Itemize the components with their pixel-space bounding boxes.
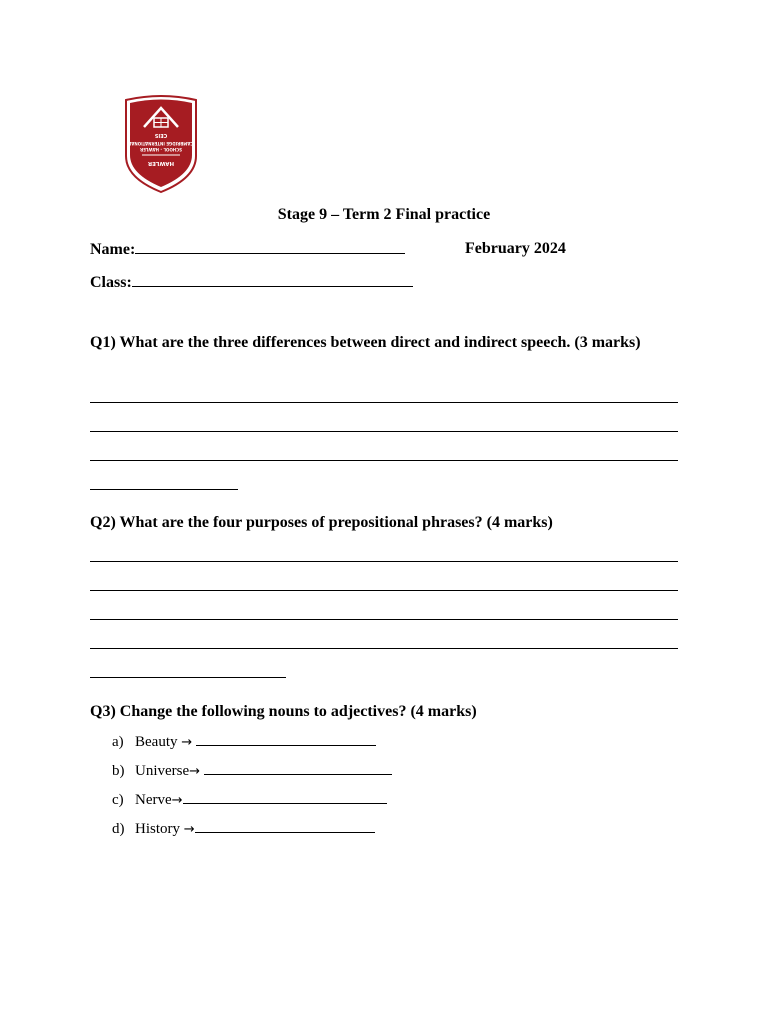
answer-line[interactable] [90,561,678,562]
arrow-icon: → [183,822,195,837]
school-crest-icon [122,94,200,194]
list-item [112,789,387,811]
answer-line[interactable] [90,460,678,461]
arrow-icon: → [181,735,193,750]
item-letter: d) [112,821,125,837]
answer-line[interactable] [90,402,678,403]
item-letter: c) [112,792,124,808]
class-blank[interactable] [132,272,413,287]
answer-line[interactable] [90,619,678,620]
answer-line[interactable] [90,677,286,678]
answer-line[interactable] [90,590,678,591]
question-2: Q2) What are the four purposes of prepositional phrases? (4 marks) [90,514,553,531]
arrow-icon: → [171,793,183,808]
list-item [112,760,392,782]
svg-text:CEIS: CEIS [154,132,168,138]
worksheet-date: February 2024 [465,240,566,257]
svg-text:CAMBRIDGE INTERNATIONAL: CAMBRIDGE INTERNATIONAL [128,141,194,146]
name-field [90,239,405,260]
adjective-blank[interactable] [195,818,375,833]
noun-word: Nerve [135,792,172,808]
svg-text:SCHOOL - HAWLER: SCHOOL - HAWLER [140,147,182,152]
list-item [112,731,376,753]
adjective-blank[interactable] [196,731,376,746]
noun-word: History [135,821,184,837]
class-label: Class: [90,274,132,291]
noun-word: Beauty [135,734,182,750]
answer-line[interactable] [90,489,238,490]
question-1: Q1) What are the three differences between direct and indirect speech. (3 marks) [90,334,641,351]
list-item [112,818,375,840]
noun-word: Universe [135,763,190,779]
item-letter: a) [112,734,124,750]
question-3: Q3) Change the following nouns to adjectives? (4 marks) [90,703,477,720]
item-letter: b) [112,763,125,779]
worksheet-title: Stage 9 – Term 2 Final practice [277,206,491,223]
adjective-blank[interactable] [204,760,392,775]
arrow-icon: → [189,764,201,779]
adjective-blank[interactable] [183,789,387,804]
answer-line[interactable] [90,648,678,649]
svg-text:HAWLER: HAWLER [147,160,175,166]
name-label: Name: [90,241,136,258]
answer-line[interactable] [90,431,678,432]
name-blank[interactable] [135,239,405,254]
class-field [90,272,413,293]
